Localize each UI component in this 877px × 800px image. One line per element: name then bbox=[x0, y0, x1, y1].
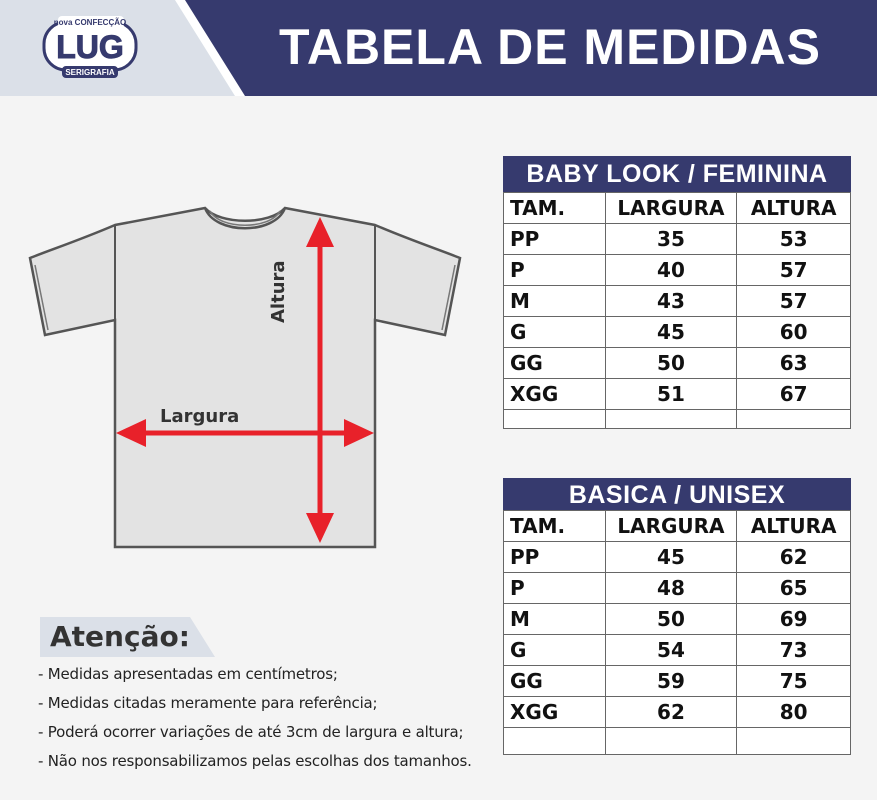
width-cell: 51 bbox=[605, 379, 737, 410]
table-row bbox=[504, 697, 851, 728]
width-cell: 50 bbox=[605, 348, 737, 379]
height-cell: 65 bbox=[737, 573, 851, 604]
attention-list bbox=[38, 660, 472, 776]
width-label: Largura bbox=[160, 406, 240, 427]
size-table-babylook bbox=[503, 156, 851, 429]
table-row bbox=[504, 224, 851, 255]
height-label: Altura bbox=[268, 260, 289, 323]
height-cell: 67 bbox=[737, 379, 851, 410]
attention-item: - Medidas citadas meramente para referência; bbox=[38, 694, 378, 712]
size-cell: P bbox=[504, 255, 606, 286]
table-empty-row bbox=[504, 728, 851, 755]
width-cell: 50 bbox=[605, 604, 737, 635]
height-cell: 63 bbox=[737, 348, 851, 379]
tshirt-diagram bbox=[20, 195, 470, 555]
width-cell: 43 bbox=[605, 286, 737, 317]
logo-bottom-text: SERIGRAFIA bbox=[65, 68, 115, 77]
width-cell: 59 bbox=[605, 666, 737, 697]
width-cell: 35 bbox=[605, 224, 737, 255]
size-cell: G bbox=[504, 635, 606, 666]
size-cell: M bbox=[504, 604, 606, 635]
header-cell: ALTURA bbox=[737, 193, 851, 224]
attention-item: - Não nos responsabilizamos pelas escolhas dos tamanhos. bbox=[38, 752, 472, 770]
height-cell: 53 bbox=[737, 224, 851, 255]
height-cell: 57 bbox=[737, 286, 851, 317]
table-row bbox=[504, 542, 851, 573]
size-cell: G bbox=[504, 317, 606, 348]
size-cell: PP bbox=[504, 224, 606, 255]
table-row bbox=[504, 379, 851, 410]
logo-text: LUG bbox=[56, 29, 124, 65]
table-empty-row bbox=[504, 410, 851, 429]
header-cell: TAM. bbox=[504, 511, 606, 542]
size-table bbox=[503, 510, 851, 755]
height-cell: 75 bbox=[737, 666, 851, 697]
size-cell: XGG bbox=[504, 379, 606, 410]
logo bbox=[40, 12, 140, 82]
header-cell: LARGURA bbox=[605, 193, 737, 224]
size-cell: M bbox=[504, 286, 606, 317]
header-cell: ALTURA bbox=[737, 511, 851, 542]
size-cell: GG bbox=[504, 348, 606, 379]
header-cell: LARGURA bbox=[605, 511, 737, 542]
size-cell: GG bbox=[504, 666, 606, 697]
table-row bbox=[504, 666, 851, 697]
height-cell: 62 bbox=[737, 542, 851, 573]
attention-item: - Poderá ocorrer variações de até 3cm de largura e altura; bbox=[38, 723, 464, 741]
width-cell: 40 bbox=[605, 255, 737, 286]
width-cell: 62 bbox=[605, 697, 737, 728]
height-cell: 80 bbox=[737, 697, 851, 728]
width-cell: 45 bbox=[605, 542, 737, 573]
table-header-row bbox=[504, 511, 851, 542]
height-cell: 60 bbox=[737, 317, 851, 348]
width-cell: 45 bbox=[605, 317, 737, 348]
table-row bbox=[504, 348, 851, 379]
height-cell: 69 bbox=[737, 604, 851, 635]
table-row bbox=[504, 286, 851, 317]
table-header-row bbox=[504, 193, 851, 224]
width-cell: 48 bbox=[605, 573, 737, 604]
page-title: TABELA DE MEDIDAS bbox=[279, 19, 821, 75]
tshirt-outline bbox=[30, 208, 460, 547]
table-title: BASICA / UNISEX bbox=[503, 478, 851, 510]
table-row bbox=[504, 255, 851, 286]
height-cell: 57 bbox=[737, 255, 851, 286]
width-cell: 54 bbox=[605, 635, 737, 666]
logo-top-text: nova CONFECÇÃO bbox=[53, 18, 127, 27]
table-row bbox=[504, 317, 851, 348]
size-cell: XGG bbox=[504, 697, 606, 728]
attention-title: Atenção: bbox=[50, 620, 190, 653]
size-table bbox=[503, 192, 851, 429]
size-table-unisex bbox=[503, 478, 851, 755]
attention-item: - Medidas apresentadas em centímetros; bbox=[38, 665, 338, 683]
header-cell: TAM. bbox=[504, 193, 606, 224]
table-row bbox=[504, 573, 851, 604]
height-cell: 73 bbox=[737, 635, 851, 666]
table-row bbox=[504, 604, 851, 635]
size-cell: PP bbox=[504, 542, 606, 573]
table-row bbox=[504, 635, 851, 666]
size-cell: P bbox=[504, 573, 606, 604]
table-title: BABY LOOK / FEMININA bbox=[503, 156, 851, 192]
